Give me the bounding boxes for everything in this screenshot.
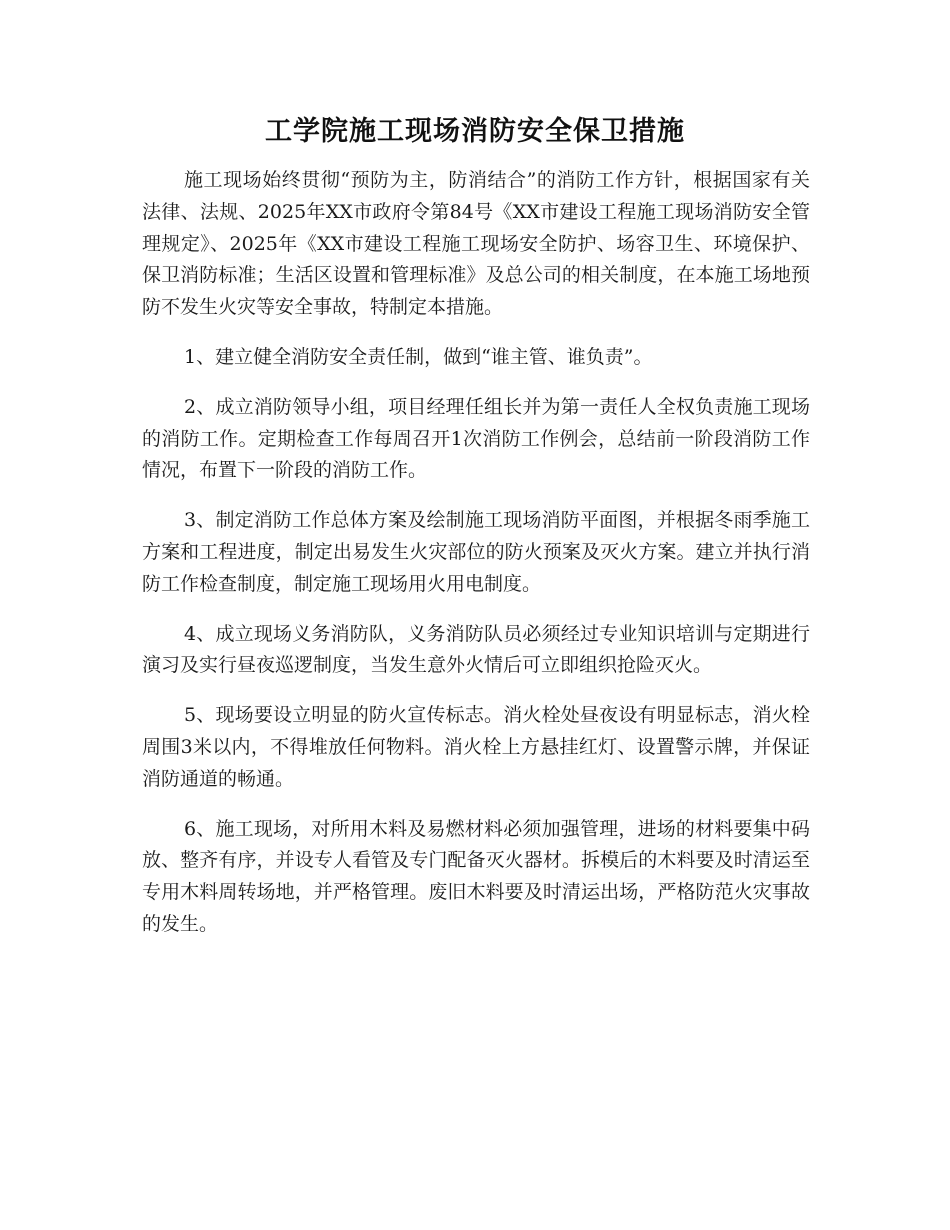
document-body [142, 165, 810, 959]
measure-item-4: 4、成立现场义务消防队，义务消防队员必须经过专业知识培训与定期进行演习及实行昼夜巡逻制度，当发生意外火情后可立即组织抢险灭火。 [142, 622, 810, 677]
measure-item-6: 6、施工现场，对所用木料及易燃材料必须加强管理，进场的材料要集中码放、整齐有序，并设专人看管及专门配备灭火器材。拆模后的木料要及时清运至专用木料周转场地，并严格管理。废旧木料要及时清运出场，严格防范火灾事故的发生。 [142, 817, 810, 935]
document-title: 工学院施工现场消防安全保卫措施 [265, 116, 685, 147]
measure-item-3: 3、制定消防工作总体方案及绘制施工现场消防平面图，并根据冬雨季施工方案和工程进度，制定出易发生火灾部位的防火预案及灭火方案。建立并执行消防工作检查制度，制定施工现场用火用电制度。 [142, 509, 810, 595]
measure-item-5: 5、现场要设立明显的防火宣传标志。消火栓处昼夜设有明显标志，消火栓周围3米以内，不得堆放任何物料。消火栓上方悬挂红灯、设置警示牌，并保证消防通道的畅通。 [142, 704, 810, 790]
measure-item-1: 1、建立健全消防安全责任制，做到“谁主管、谁负责”。 [184, 345, 653, 368]
measure-item-2: 2、成立消防领导小组，项目经理任组长并为第一责任人全权负责施工现场的消防工作。定期检查工作每周召开1次消防工作例会，总结前一阶段消防工作情况，布置下一阶段的消防工作。 [142, 395, 810, 482]
intro-paragraph: 施工现场始终贯彻“预防为主，防消结合”的消防工作方针，根据国家有关法律、法规、2025年XX市政府令第84号《XX市建设工程施工现场消防安全管理规定》、2025年《XX市建设工程施工现场安全防护、场容卫生、环境保护、保卫消防标准；生活区设置和管理标准》及总公司的相关制度，在本施工场地预防不发生火灾等安全事故，特制定本措施。 [142, 169, 810, 319]
